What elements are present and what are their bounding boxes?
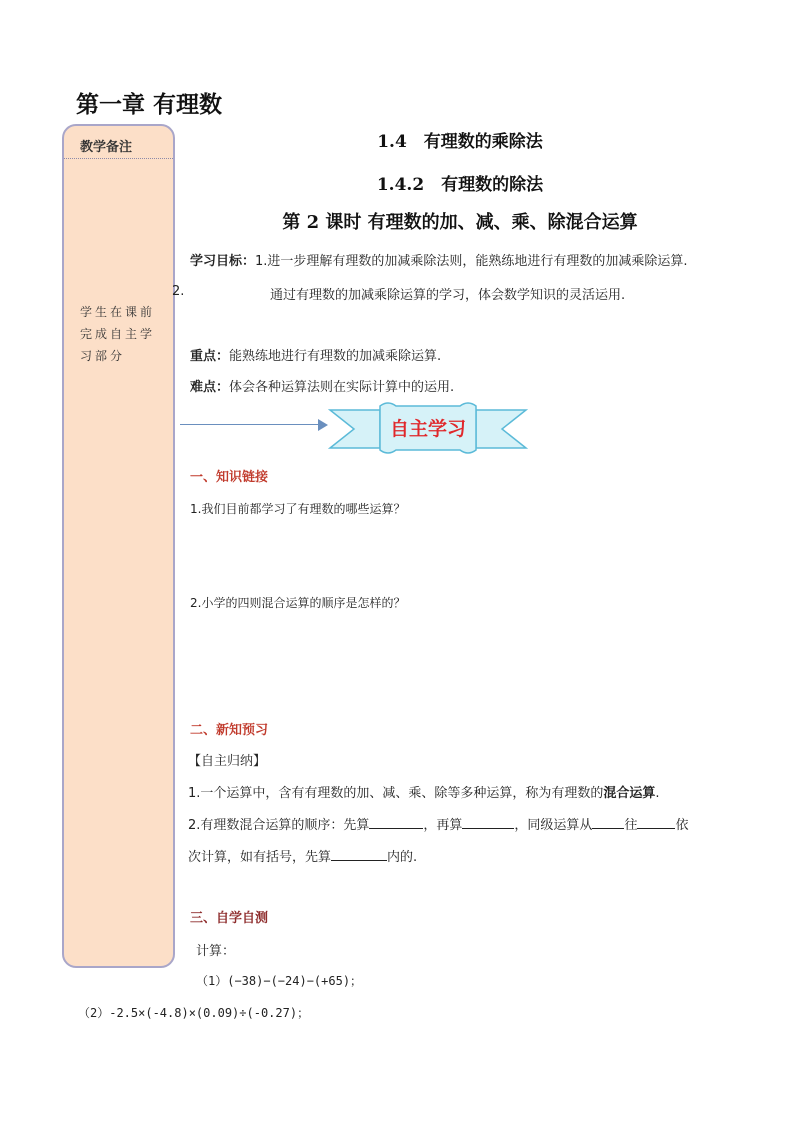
sidebar-title: 教学备注 <box>80 140 133 155</box>
teaching-notes-sidebar <box>62 124 175 968</box>
fill-blank-2[interactable] <box>462 816 514 829</box>
para2-text-b: ，再算 <box>423 818 463 833</box>
section1-q1: 1.我们目前都学习了有理数的哪些运算？ <box>190 502 406 516</box>
section1-q2: 2.小学的四则混合运算的顺序是怎样的？ <box>190 596 406 610</box>
section2-para-3 <box>188 846 417 865</box>
key-point <box>190 345 441 364</box>
goal-item-2-number: 2. <box>172 284 185 299</box>
goal-item-2: 通过有理数的加减乘除运算的学习，体会数学知识的灵活运用. <box>270 288 626 303</box>
difficulty-text: 体会各种运算法则在实际计算中的运用. <box>229 380 455 395</box>
para1-bold-term: 混合运算 <box>603 786 656 801</box>
difficulty-label: 难点： <box>190 380 230 395</box>
goals-line-1 <box>190 250 688 269</box>
para3-text-a: 次计算，如有括号，先算 <box>188 850 332 865</box>
goals-label: 学习目标： <box>190 254 256 269</box>
sidebar-header <box>64 126 173 159</box>
arrow-line <box>180 424 320 425</box>
para1-end: . <box>655 786 660 801</box>
subsection-heading: 1.4.2 有理数的除法 <box>376 175 544 195</box>
fill-blank-3[interactable] <box>592 816 624 829</box>
section2-bracket-label: 【自主归纳】 <box>188 754 267 769</box>
sidebar-note: 学生在课前完成自主学习部分 <box>80 305 156 363</box>
difficulty <box>190 376 454 395</box>
key-point-label: 重点： <box>190 349 230 364</box>
lesson-heading: 第 2 课时 有理数的加、减、乘、除混合运算 <box>282 212 638 233</box>
section2-para-1 <box>188 782 660 801</box>
para2-text-c: ，同级运算从 <box>514 818 593 833</box>
fill-blank-4[interactable] <box>637 816 675 829</box>
section2-para-2 <box>188 814 688 833</box>
goal-item-1: 1.进一步理解有理数的加减乘除法则，能熟练地进行有理数的加减乘除运算. <box>255 254 688 269</box>
section2-title: 二、新知预习 <box>190 723 269 738</box>
para2-text-e: 依 <box>675 818 689 833</box>
para2-text-a: 2.有理数混合运算的顺序：先算 <box>188 818 370 833</box>
banner-text: 自主学习 <box>389 418 466 440</box>
fill-blank-1[interactable] <box>369 816 423 829</box>
exercise-2: （2）-2.5×(-4.8)×(0.09)÷(-0.27)； <box>78 1006 310 1020</box>
exercise-1: （1）(−38)−(−24)−(+65)； <box>196 974 363 988</box>
para1-text: 1.一个运算中，含有有理数的加、减、乘、除等多种运算，称为有理数的 <box>188 786 604 801</box>
section3-title: 三、自学自测 <box>190 911 269 926</box>
fill-blank-5[interactable] <box>331 848 387 861</box>
para2-text-d: 往 <box>624 818 638 833</box>
calc-label: 计算： <box>196 944 236 959</box>
key-point-text: 能熟练地进行有理数的加减乘除运算. <box>229 349 442 364</box>
chapter-title: 第一章 有理数 <box>76 92 223 118</box>
section1-title: 一、知识链接 <box>190 470 269 485</box>
section-heading: 1.4 有理数的乘除法 <box>377 132 543 152</box>
para3-text-b: 内的. <box>387 850 418 865</box>
arrow-right-icon <box>318 419 328 431</box>
